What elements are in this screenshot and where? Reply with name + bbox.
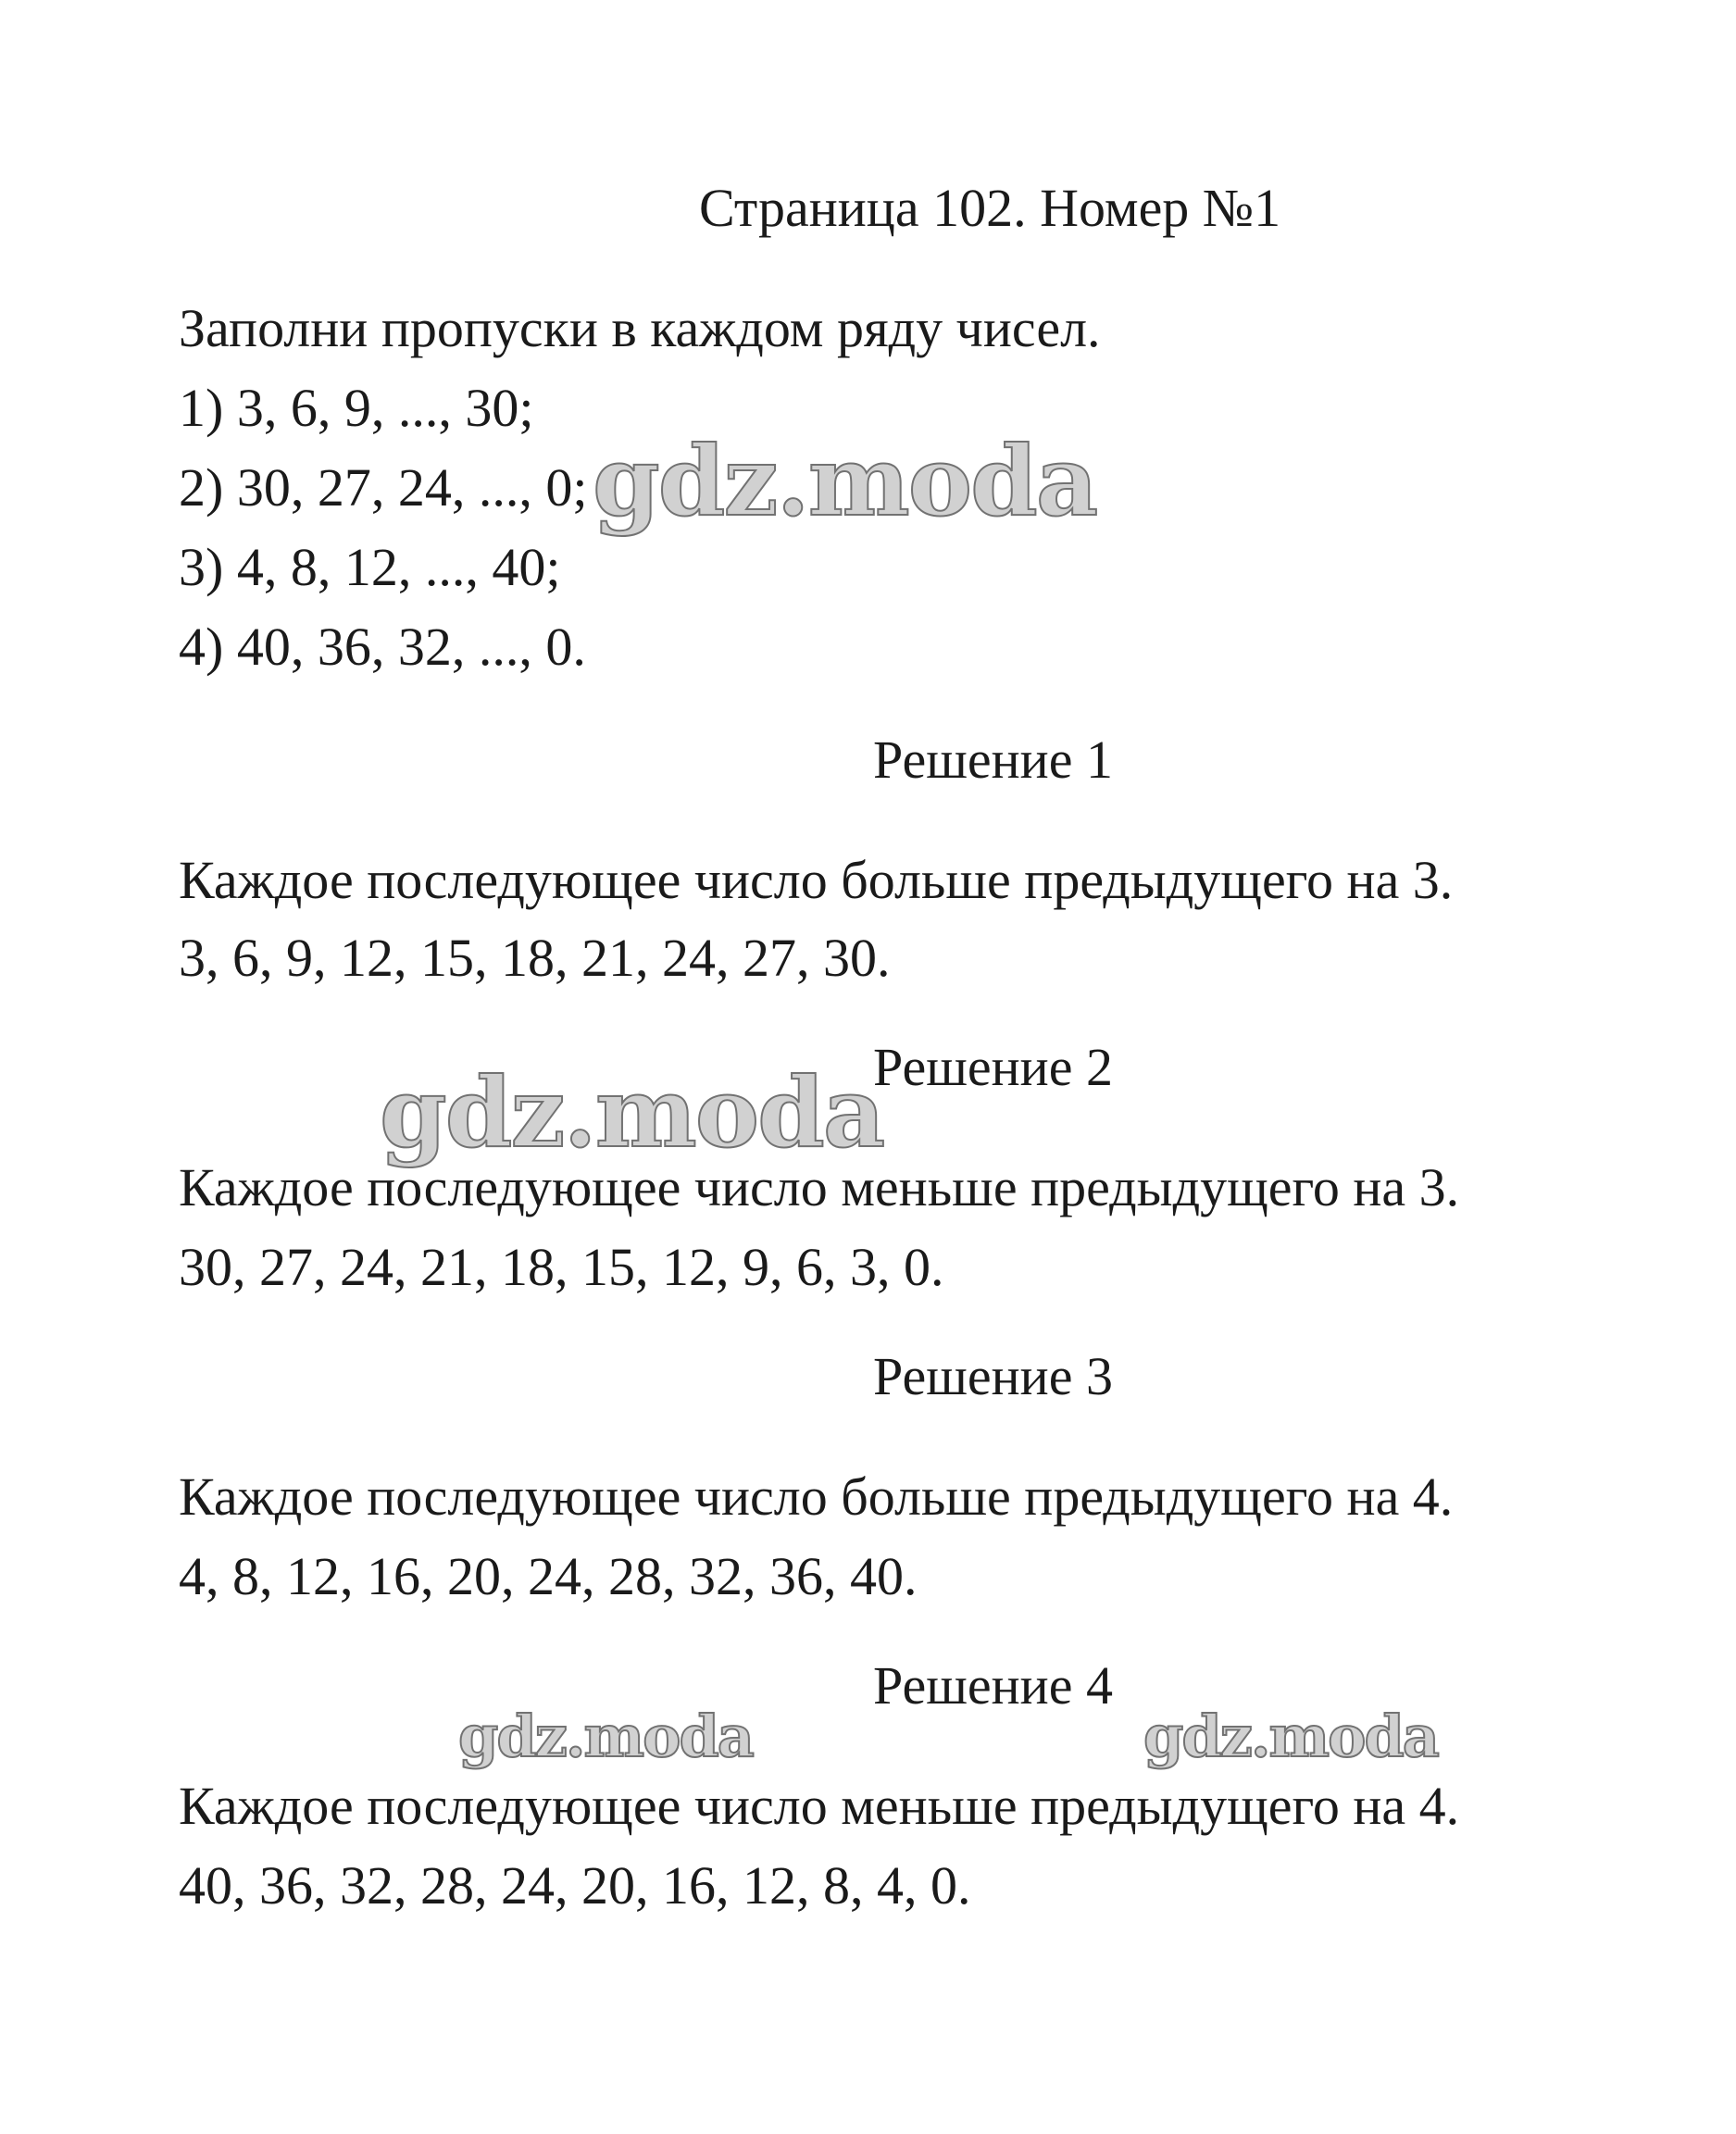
- solution-sequence: 30, 27, 24, 21, 18, 15, 12, 9, 6, 3, 0.: [179, 1237, 944, 1297]
- solution-rule: Каждое последующее число больше предыдущего на 3.: [179, 850, 1454, 910]
- watermark-logo: gdz.moda: [1143, 1703, 1438, 1770]
- solution-sequence: 3, 6, 9, 12, 15, 18, 21, 24, 27, 30.: [179, 928, 891, 988]
- watermark-logo: gdz.moda: [593, 424, 1097, 538]
- task-item: 1) 3, 6, 9, ..., 30;: [179, 378, 534, 438]
- solution-heading: Решение 4: [873, 1655, 1113, 1716]
- watermark-logo: gdz.moda: [458, 1703, 753, 1770]
- solution-heading: Решение 1: [873, 730, 1113, 790]
- task-prompt: Заполни пропуски в каждом ряду чисел.: [179, 298, 1101, 358]
- solution-rule: Каждое последующее число меньше предыдущего на 4.: [179, 1776, 1460, 1836]
- task-item: 2) 30, 27, 24, ..., 0;: [179, 457, 588, 518]
- task-item: 4) 40, 36, 32, ..., 0.: [179, 617, 586, 677]
- page-title: Страница 102. Номер №1: [699, 178, 1281, 238]
- solution-heading: Решение 2: [873, 1037, 1113, 1097]
- solution-rule: Каждое последующее число больше предыдущего на 4.: [179, 1466, 1454, 1527]
- solution-rule: Каждое последующее число меньше предыдущего на 3.: [179, 1157, 1460, 1217]
- task-item: 3) 4, 8, 12, ..., 40;: [179, 537, 561, 597]
- solution-sequence: 40, 36, 32, 28, 24, 20, 16, 12, 8, 4, 0.: [179, 1855, 971, 1916]
- solution-heading: Решение 3: [873, 1346, 1113, 1406]
- solution-sequence: 4, 8, 12, 16, 20, 24, 28, 32, 36, 40.: [179, 1546, 918, 1606]
- watermark-logo: gdz.moda: [380, 1055, 884, 1169]
